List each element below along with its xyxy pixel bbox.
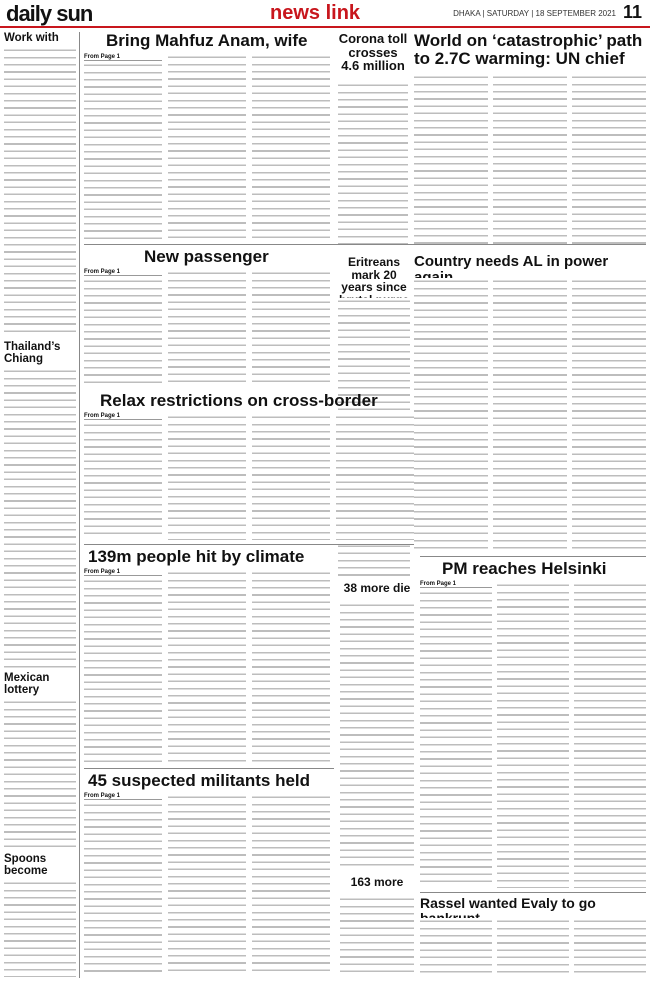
headline-corona: Corona toll crosses 4.6 million xyxy=(338,32,408,74)
article-body xyxy=(84,578,162,766)
article-body xyxy=(574,918,646,976)
masthead xyxy=(0,0,650,28)
article-rassel xyxy=(420,896,646,978)
article-body xyxy=(252,794,330,976)
article-body xyxy=(4,880,76,977)
left-sidebar xyxy=(4,32,76,977)
article-corona xyxy=(338,32,408,252)
article-new-passenger xyxy=(84,248,332,388)
article-body xyxy=(340,896,414,976)
headline-mexican: Mexican lottery xyxy=(4,672,50,697)
article-mahfuz xyxy=(84,32,332,242)
headline-country-needs: Country needs AL in power xyxy=(414,254,609,270)
kicker: From Page 1 xyxy=(84,269,162,276)
kicker: From Page 1 xyxy=(84,793,162,800)
article-pm-reaches xyxy=(420,560,646,890)
headline-163-more: 163 more xyxy=(350,876,404,889)
headline-spoons: Spoons become xyxy=(4,853,48,878)
column-divider xyxy=(79,32,80,978)
article-relax xyxy=(84,392,414,542)
headline-mahfuz: Bring Mahfuz Anam, wife xyxy=(106,32,308,50)
kicker: From Page 1 xyxy=(84,54,162,61)
article-163-more xyxy=(340,876,414,978)
article-139m xyxy=(84,548,334,768)
article-body xyxy=(168,570,246,766)
section-divider xyxy=(420,556,646,557)
article-body xyxy=(4,699,76,849)
dateline: DHAKA | SATURDAY | 18 SEPTEMBER 2021 xyxy=(453,9,616,18)
article-45-militants xyxy=(84,772,334,978)
kicker: From Page 1 xyxy=(84,413,162,420)
article-body xyxy=(497,918,569,976)
headline-world: World on ‘catastrophic’ path to 2.7C warming: UN chief xyxy=(414,32,643,68)
article-body xyxy=(572,278,646,552)
kicker: From Page 1 xyxy=(420,581,492,588)
headline-work-with: Work with xyxy=(4,32,59,44)
article-38-more xyxy=(340,582,414,872)
article-body xyxy=(168,270,246,386)
article-body xyxy=(336,414,414,540)
article-body xyxy=(414,278,488,552)
headline-thailand: Thailand’s Chiang xyxy=(4,341,61,366)
article-body xyxy=(252,570,330,766)
section-divider xyxy=(84,244,646,245)
headline-38-more: 38 more die xyxy=(343,582,411,595)
article-body xyxy=(168,54,246,240)
headline-eritreans: Eritreans mark 20 years since xyxy=(341,256,407,295)
section-divider xyxy=(84,544,414,545)
article-body xyxy=(252,414,330,540)
kicker: From Page 1 xyxy=(84,569,162,576)
article-body xyxy=(420,918,492,976)
article-body xyxy=(493,74,567,248)
article-body xyxy=(252,54,330,240)
article-body xyxy=(493,278,567,552)
section-title: news link xyxy=(270,2,361,24)
headline-rassel: Rassel wanted Evaly to go xyxy=(420,896,596,911)
page-number: 11 xyxy=(622,2,642,22)
article-body xyxy=(574,582,646,888)
section-divider xyxy=(84,768,334,769)
article-body xyxy=(497,582,569,888)
article-body xyxy=(84,278,162,386)
article-body xyxy=(4,368,76,668)
article-body xyxy=(252,270,330,386)
article-body xyxy=(4,47,76,337)
article-world xyxy=(414,32,646,250)
article-body xyxy=(414,74,488,248)
article-body xyxy=(84,62,162,240)
section-divider xyxy=(420,892,646,893)
article-body xyxy=(340,602,414,870)
headline-pm-reaches: PM reaches Helsinki xyxy=(442,560,607,578)
newspaper-logo: daily sun xyxy=(6,1,93,26)
headline-relax: Relax restrictions on cross-border xyxy=(100,392,378,410)
article-body xyxy=(572,74,646,248)
headline-45-militants: 45 suspected militants held xyxy=(88,772,311,790)
article-body xyxy=(168,794,246,976)
headline-new-passenger: New passenger xyxy=(144,248,269,266)
article-body xyxy=(84,422,162,540)
headline-139m: 139m people hit by climate xyxy=(88,548,305,566)
article-body xyxy=(338,82,408,250)
article-country-needs xyxy=(414,254,646,554)
article-body xyxy=(420,590,492,888)
article-body xyxy=(168,414,246,540)
article-body xyxy=(84,802,162,976)
